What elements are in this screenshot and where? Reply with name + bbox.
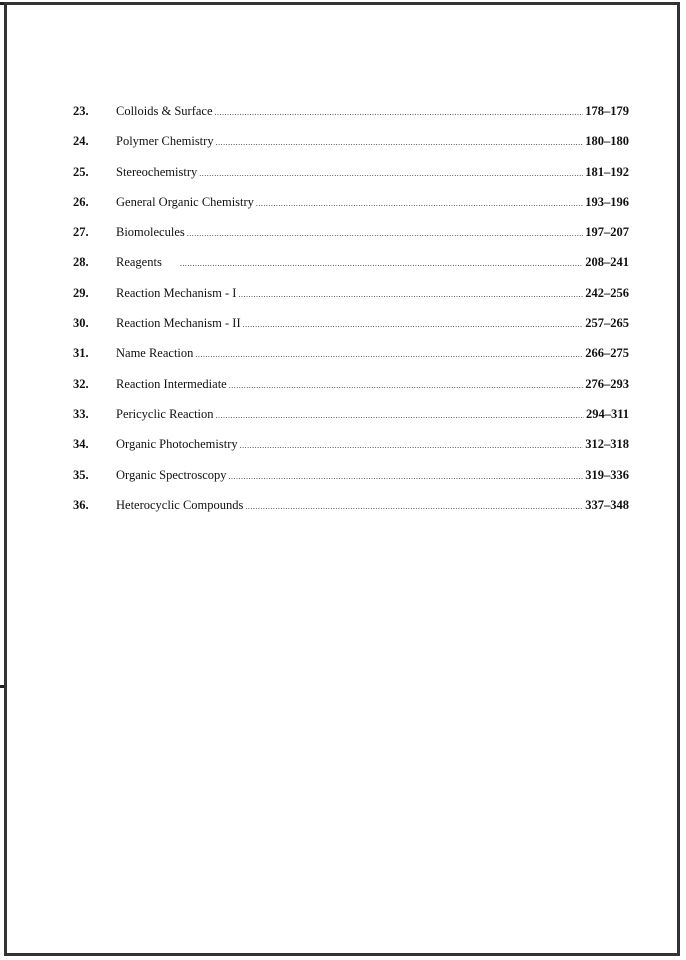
toc-dot-leader — [245, 502, 583, 511]
toc-dot-leader — [195, 350, 583, 359]
toc-entry-title: Colloids & Surface — [116, 104, 213, 118]
toc-entry-pages: 242–256 — [585, 285, 629, 300]
toc-dot-leader — [187, 229, 584, 238]
toc-entry-number: 25. — [73, 164, 89, 179]
toc-entry-title: Polymer Chemistry — [116, 134, 214, 149]
toc-entry — [73, 437, 629, 467]
toc-entry-title: Reaction Mechanism - II — [116, 316, 241, 331]
toc-entry-number: 34. — [73, 437, 89, 452]
toc-entry — [73, 468, 629, 498]
toc-entry-number: 29. — [73, 285, 89, 300]
toc-entry-title: Organic Spectroscopy — [116, 467, 227, 482]
toc-dot-leader — [238, 290, 583, 299]
toc-entry — [73, 498, 629, 528]
toc-entry — [73, 407, 629, 437]
toc-entry — [73, 165, 629, 195]
toc-entry-title: Reaction Mechanism - I — [116, 285, 237, 300]
toc-dot-leader — [256, 199, 583, 208]
toc-entry-number: 27. — [73, 225, 89, 240]
toc-dot-leader — [199, 169, 583, 178]
toc-entry-pages: 178–179 — [585, 104, 629, 118]
toc-entry-title: Pericyclic Reaction — [116, 406, 214, 421]
toc-entry-number: 33. — [73, 406, 89, 421]
toc-entry-pages: 180–180 — [585, 134, 629, 149]
toc-entry-pages: 266–275 — [585, 346, 629, 361]
toc-entry-pages: 181–192 — [585, 164, 629, 179]
document-page — [4, 2, 680, 956]
toc-entry-number: 35. — [73, 467, 89, 482]
toc-entry-number: 28. — [73, 255, 89, 270]
toc-entry — [73, 225, 629, 255]
toc-entry — [73, 255, 629, 285]
toc-dot-leader — [240, 441, 584, 450]
toc-dot-leader — [216, 411, 584, 420]
toc-entry-number: 36. — [73, 497, 89, 512]
toc-entry-pages: 337–348 — [585, 497, 629, 512]
toc-entry — [73, 316, 629, 346]
toc-entry-pages: 208–241 — [585, 255, 629, 270]
toc-entry-title: Heterocyclic Compounds — [116, 497, 244, 512]
table-of-contents — [73, 104, 629, 528]
toc-entry-title: General Organic Chemistry — [116, 194, 254, 209]
toc-dot-leader — [229, 381, 584, 390]
toc-entry-number: 31. — [73, 346, 89, 361]
toc-entry-title: Biomolecules — [116, 225, 185, 240]
toc-entry-number: 24. — [73, 134, 89, 149]
toc-entry — [73, 104, 629, 134]
toc-entry — [73, 286, 629, 316]
toc-entry-number: 32. — [73, 376, 89, 391]
toc-dot-leader — [229, 472, 584, 481]
toc-entry-pages: 312–318 — [585, 437, 629, 452]
toc-entry-number: 26. — [73, 194, 89, 209]
toc-entry-title: Reaction Intermediate — [116, 376, 227, 391]
toc-entry-number: 23. — [73, 104, 89, 118]
toc-dot-leader — [243, 320, 584, 329]
toc-entry-title: Stereochemistry — [116, 164, 198, 179]
toc-entry-pages: 319–336 — [585, 467, 629, 482]
toc-entry-title: Name Reaction — [116, 346, 194, 361]
toc-entry-pages: 257–265 — [585, 316, 629, 331]
toc-entry — [73, 377, 629, 407]
toc-entry-pages: 294–311 — [585, 406, 629, 421]
toc-dot-leader — [180, 259, 583, 268]
toc-dot-leader — [216, 138, 584, 147]
toc-entry — [73, 134, 629, 164]
toc-entry-title: Organic Photochemistry — [116, 437, 238, 452]
toc-dot-leader — [215, 108, 584, 117]
toc-entry — [73, 346, 629, 376]
toc-entry-title: Reagents — [116, 255, 162, 270]
toc-entry-pages: 276–293 — [585, 376, 629, 391]
toc-entry-pages: 193–196 — [585, 194, 629, 209]
toc-entry-pages: 197–207 — [585, 225, 629, 240]
toc-entry-number: 30. — [73, 316, 89, 331]
toc-entry — [73, 195, 629, 225]
